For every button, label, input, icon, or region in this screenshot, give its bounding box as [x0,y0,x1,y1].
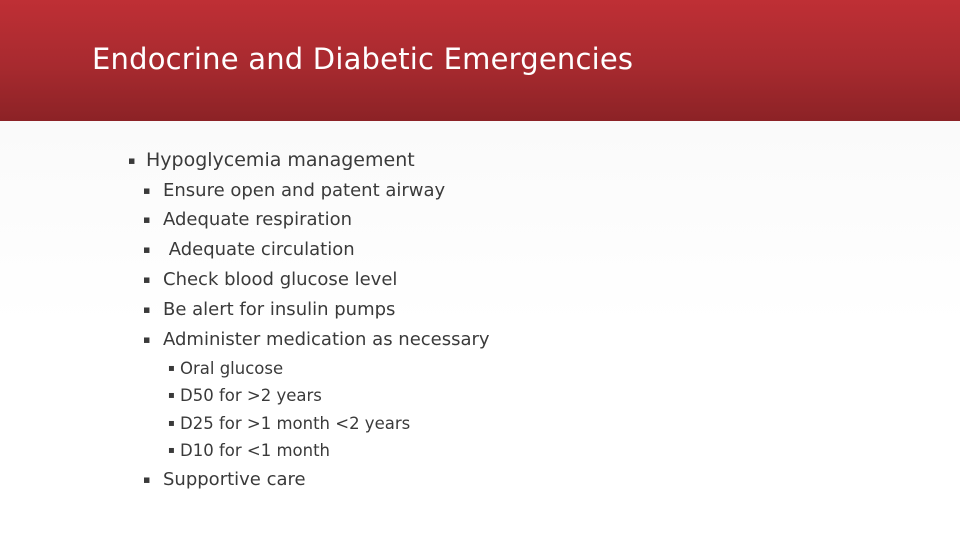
bullet-square-icon: ▪ [143,473,151,486]
bullet-square-icon: ▪ [143,333,151,346]
bullet-hypoglycemia-management [128,149,415,171]
bullet-text: Hypoglycemia management [146,149,415,171]
bullet-text: D10 for <1 month [180,441,330,460]
bullet-supportive-care [143,469,306,490]
bullet-square-icon: ▪ [143,303,151,316]
bullet-square-icon: ▪ [143,243,151,256]
bullet-insulin-pumps [143,299,395,320]
bullet-square-icon: ▪ [143,184,151,197]
bullet-square-icon: ▪ [143,273,151,286]
bullet-text: Administer medication as necessary [163,329,490,350]
bullet-oral-glucose [168,359,283,378]
bullet-text: Supportive care [163,469,306,490]
bullet-d25 [168,414,410,433]
bullet-d10 [168,441,330,460]
bullet-airway [143,180,445,201]
bullet-blood-glucose [143,269,397,290]
bullet-square-icon: ▪ [168,445,175,456]
bullet-square-icon: ▪ [168,390,175,401]
bullet-text: Adequate respiration [163,209,353,230]
bullet-d50 [168,386,322,405]
bullet-text: Be alert for insulin pumps [163,299,396,320]
bullet-text: Ensure open and patent airway [163,180,446,201]
slide-title: Endocrine and Diabetic Emergencies [92,42,634,76]
bullet-square-icon: ▪ [168,418,175,429]
bullet-text: Oral glucose [180,359,284,378]
bullet-respiration [143,209,352,230]
bullet-text: Adequate circulation [163,239,355,260]
bullet-administer-medication [143,329,490,350]
bullet-text: D25 for >1 month <2 years [180,414,411,433]
bullet-square-icon: ▪ [128,153,136,167]
bullet-square-icon: ▪ [143,213,151,226]
bullet-text: Check blood glucose level [163,269,398,290]
bullet-text: D50 for >2 years [180,386,322,405]
bullet-square-icon: ▪ [168,363,175,374]
bullet-circulation [143,239,355,260]
